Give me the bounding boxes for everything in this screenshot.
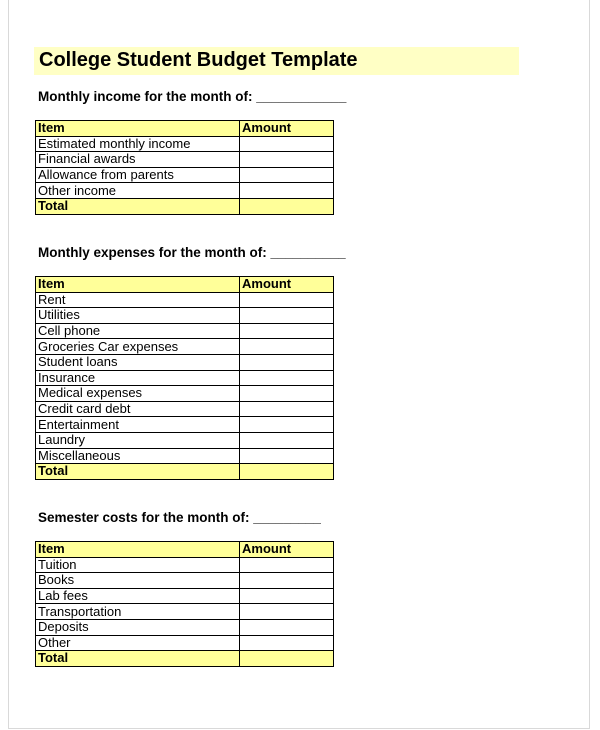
income-amount-cell[interactable] — [240, 136, 334, 152]
semester-header-item: Item — [36, 542, 240, 558]
table-row — [36, 588, 334, 604]
expenses-header-row — [36, 277, 334, 293]
semester-amount-cell[interactable] — [240, 557, 334, 573]
expenses-amount-cell[interactable] — [240, 432, 334, 448]
table-row — [36, 354, 334, 370]
table-row — [36, 167, 334, 183]
semester-item-cell: Transportation — [36, 604, 240, 620]
expenses-header-amount: Amount — [240, 277, 334, 293]
expenses-item-cell: Groceries Car expenses — [36, 339, 240, 355]
table-row — [36, 323, 334, 339]
income-amount-cell[interactable] — [240, 183, 334, 199]
semester-item-cell: Tuition — [36, 557, 240, 573]
income-amount-cell[interactable] — [240, 167, 334, 183]
expenses-amount-cell[interactable] — [240, 339, 334, 355]
income-total-row — [36, 198, 334, 214]
expenses-total-label: Total — [36, 464, 240, 480]
semester-section-label: Semester costs for the month of: _________ — [38, 510, 321, 525]
expenses-item-cell: Student loans — [36, 354, 240, 370]
expenses-table — [35, 276, 334, 480]
income-item-cell: Financial awards — [36, 152, 240, 168]
table-row — [36, 136, 334, 152]
table-row — [36, 448, 334, 464]
semester-table-body — [36, 542, 334, 667]
semester-item-cell: Deposits — [36, 619, 240, 635]
expenses-item-cell: Credit card debt — [36, 401, 240, 417]
income-amount-cell[interactable] — [240, 152, 334, 168]
expenses-section-label: Monthly expenses for the month of: __________ — [38, 245, 346, 260]
expenses-total-amount[interactable] — [240, 464, 334, 480]
table-row — [36, 386, 334, 402]
table-row — [36, 370, 334, 386]
semester-item-cell: Books — [36, 573, 240, 589]
expenses-total-row — [36, 464, 334, 480]
expenses-amount-cell[interactable] — [240, 386, 334, 402]
expenses-header-item: Item — [36, 277, 240, 293]
income-header-row — [36, 121, 334, 137]
expenses-item-cell: Cell phone — [36, 323, 240, 339]
income-table-body — [36, 121, 334, 215]
semester-item-cell: Other — [36, 635, 240, 651]
expenses-item-cell: Rent — [36, 292, 240, 308]
expenses-amount-cell[interactable] — [240, 354, 334, 370]
table-row — [36, 183, 334, 199]
expenses-item-cell: Miscellaneous — [36, 448, 240, 464]
income-item-cell: Allowance from parents — [36, 167, 240, 183]
expenses-item-cell: Insurance — [36, 370, 240, 386]
table-row — [36, 401, 334, 417]
semester-header-row — [36, 542, 334, 558]
table-row — [36, 557, 334, 573]
expenses-amount-cell[interactable] — [240, 448, 334, 464]
semester-item-cell: Lab fees — [36, 588, 240, 604]
semester-amount-cell[interactable] — [240, 619, 334, 635]
expenses-item-cell: Utilities — [36, 308, 240, 324]
semester-table — [35, 541, 334, 667]
expenses-item-cell: Medical expenses — [36, 386, 240, 402]
expenses-item-cell: Laundry — [36, 432, 240, 448]
table-row — [36, 604, 334, 620]
semester-header-amount: Amount — [240, 542, 334, 558]
expenses-amount-cell[interactable] — [240, 370, 334, 386]
table-row — [36, 417, 334, 433]
expenses-item-cell: Entertainment — [36, 417, 240, 433]
expenses-amount-cell[interactable] — [240, 417, 334, 433]
semester-amount-cell[interactable] — [240, 588, 334, 604]
expenses-amount-cell[interactable] — [240, 308, 334, 324]
income-total-amount[interactable] — [240, 198, 334, 214]
expenses-amount-cell[interactable] — [240, 401, 334, 417]
semester-total-row — [36, 651, 334, 667]
table-row — [36, 339, 334, 355]
income-header-amount: Amount — [240, 121, 334, 137]
expenses-table-body — [36, 277, 334, 480]
semester-total-amount[interactable] — [240, 651, 334, 667]
income-item-cell: Other income — [36, 183, 240, 199]
income-section-label: Monthly income for the month of: ____________ — [38, 89, 347, 104]
expenses-amount-cell[interactable] — [240, 292, 334, 308]
income-header-item: Item — [36, 121, 240, 137]
income-item-cell: Estimated monthly income — [36, 136, 240, 152]
income-table — [35, 120, 334, 215]
semester-total-label: Total — [36, 651, 240, 667]
table-row — [36, 292, 334, 308]
table-row — [36, 152, 334, 168]
income-total-label: Total — [36, 198, 240, 214]
table-row — [36, 619, 334, 635]
semester-amount-cell[interactable] — [240, 573, 334, 589]
table-row — [36, 573, 334, 589]
table-row — [36, 308, 334, 324]
expenses-amount-cell[interactable] — [240, 323, 334, 339]
document-title: College Student Budget Template — [39, 49, 358, 71]
table-row — [36, 635, 334, 651]
table-row — [36, 432, 334, 448]
semester-amount-cell[interactable] — [240, 604, 334, 620]
semester-amount-cell[interactable] — [240, 635, 334, 651]
